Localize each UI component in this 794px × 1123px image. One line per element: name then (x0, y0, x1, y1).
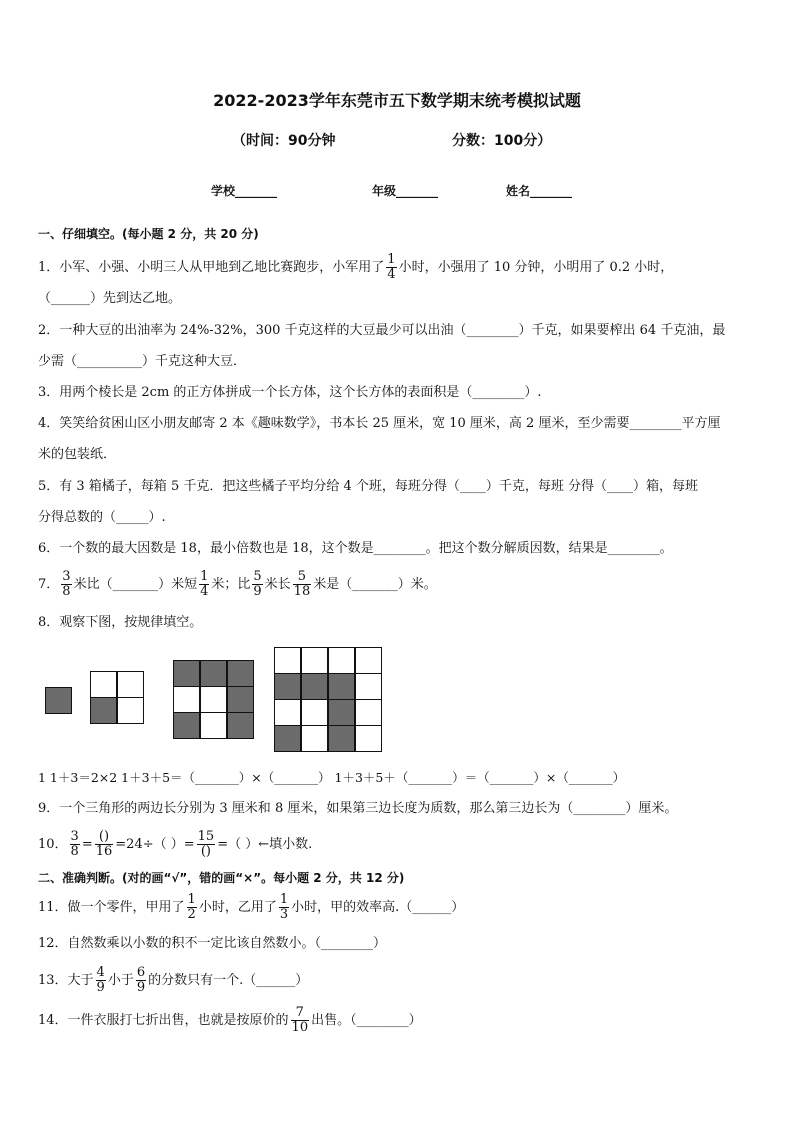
question-3: 3．用两个棱长是 2cm 的正方体拼成一个长方体，这个长方体的表面积是（________）. (38, 385, 542, 400)
question-2-line-1: 2．一种大豆的出油率为 24%-32%，300 千克这样的大豆最少可以出油（________）千克，如果要榨出 64 千克油，最 (38, 323, 726, 338)
question-5-line-2: 分得总数的（_____）. (38, 510, 166, 525)
fraction-7-10: $\frac{7}{10}$ (291, 1005, 309, 1035)
question-14: 14．一件衣服打七折出售，也就是按原价的 $\frac{7}{10}$ 出售。（________） (38, 1005, 422, 1035)
fraction-3-8: $\frac{3}{8}$ (62, 569, 71, 599)
grid-cell-1-0 (90, 697, 117, 724)
grid-cell-0-1 (301, 647, 328, 674)
grid-cell-0-1 (200, 660, 227, 687)
fraction-1-2: $\frac{1}{2}$ (187, 892, 196, 922)
question-7: 7． $\frac{3}{8}$ 米比（_______）米短 $\frac{1}{4}$ 米；比 $\frac{5}{9}$ 米长 $\frac{5}{18}$ 米是（_______）米。 (38, 569, 437, 599)
question-2-line-2: 少需（__________）千克这种大豆． (38, 354, 247, 369)
fraction-1-4: $\frac{1}{4}$ (200, 569, 209, 599)
grid-cell-1-2 (328, 673, 355, 700)
pattern-figure-3 (173, 660, 255, 739)
question-12: 12．自然数乘以小数的积不一定比该自然数小。（________） (38, 936, 387, 951)
grid-cell-2-2 (227, 712, 254, 739)
question-1-line-1: 1．小军、小强、小明三人从甲地到乙地比赛跑步，小军用了 $\frac{1}{4}$ 小时，小强用了 10 分钟，小明用了 0.2 小时， (38, 252, 674, 282)
grid-cell-3-3 (355, 725, 382, 752)
grid-cell-0-0 (274, 647, 301, 674)
grid-cell-2-0 (173, 712, 200, 739)
grid-cell-3-1 (301, 725, 328, 752)
grid-cell-1-3 (355, 673, 382, 700)
section-2-heading: 二、准确判断。(对的画“√”，错的画“×”。每小题 2 分，共 12 分) (38, 871, 405, 885)
question-4-line-1: 4．笑笑给贫困山区小朋友邮寄 2 本《趣味数学》，书本长 25 厘米，宽 10 厘米，高 2 厘米，至少需要________平方厘 (38, 416, 721, 431)
fraction-5-18: $\frac{5}{18}$ (293, 569, 311, 599)
grid-cell-3-0 (274, 725, 301, 752)
question-4-line-2: 米的包装纸． (38, 447, 117, 462)
question-9: 9．一个三角形的两边长分别为 3 厘米和 8 厘米，如果第三边长度为质数，那么第三边长为（________）厘米。 (38, 801, 678, 816)
question-11: 11．做一个零件，甲用了 $\frac{1}{2}$ 小时，乙用了 $\frac{1}{3}$ 小时，甲的效率高.（______） (38, 892, 465, 922)
page-title: 2022-2023学年东莞市五下数学期末统考模拟试题 (213, 91, 581, 110)
exam-score: 分数：100分） (452, 133, 552, 149)
grid-cell-0-2 (328, 647, 355, 674)
fraction-6-9: $\frac{6}{9}$ (136, 965, 146, 995)
school-field[interactable]: 学校_______ (211, 184, 278, 198)
section-1-heading: 一、仔细填空。(每小题 2 分，共 20 分) (38, 227, 259, 241)
question-8: 8．观察下图，按规律填空。 (38, 615, 203, 630)
grid-cell-1-2 (227, 686, 254, 713)
grid-cell-2-3 (355, 699, 382, 726)
fraction-1-3: $\frac{1}{3}$ (279, 892, 289, 922)
fraction-15-blank: $\frac{15}{()}$ (197, 829, 215, 859)
grid-cell-0-1 (117, 671, 144, 698)
grid-cell-0-2 (227, 660, 254, 687)
grid-cell-2-1 (301, 699, 328, 726)
question-6: 6．一个数的最大因数是 18，最小倍数也是 18，这个数是________。把这个数分解质因数，结果是________。 (38, 541, 673, 556)
grid-cell-0-3 (355, 647, 382, 674)
grid-cell-1-1 (117, 697, 144, 724)
grid-cell-0-0 (173, 660, 200, 687)
question-8-equations: 1 1＋3＝2×2 1＋3＋5＝（_______）×（_______） 1＋3＋5＋（_______）＝（_______）×（_______） (38, 770, 626, 785)
fraction-1-4: $\frac{1}{4}$ (387, 252, 396, 282)
fraction-5-9: $\frac{5}{9}$ (253, 569, 262, 599)
exam-time: （时间：90分钟 (232, 133, 336, 149)
grid-cell-1-1 (200, 686, 227, 713)
grid-cell-3-2 (328, 725, 355, 752)
grade-field[interactable]: 年级_______ (372, 184, 439, 198)
name-field[interactable]: 姓名_______ (506, 184, 573, 198)
question-5-line-1: 5．有 3 箱橘子，每箱 5 千克．把这些橘子平均分给 4 个班，每班分得（____）千克，每班 分得（____）箱，每班 (38, 479, 699, 494)
grid-cell-2-2 (328, 699, 355, 726)
grid-cell-0-0 (90, 671, 117, 698)
question-13: 13．大于 $\frac{4}{9}$ 小于 $\frac{6}{9}$ 的分数只有一个.（______） (38, 965, 309, 995)
question-10: 10． $\frac{3}{8}$ = $\frac{()}{16}$ =24÷（ ）= $\frac{15}{()}$ =（ ）←填小数. (38, 829, 313, 859)
grid-cell-1-1 (301, 673, 328, 700)
fraction-3-8: $\frac{3}{8}$ (70, 829, 79, 859)
grid-cell-1-0 (173, 686, 200, 713)
question-1-line-2: （______）先到达乙地。 (38, 291, 182, 306)
grid-cell-1-0 (274, 673, 301, 700)
grid-cell-2-0 (274, 699, 301, 726)
grid-cell-2-1 (200, 712, 227, 739)
fraction-blank-16: $\frac{()}{16}$ (95, 829, 113, 859)
fraction-4-9: $\frac{4}{9}$ (96, 965, 105, 995)
pattern-figure-4 (274, 647, 383, 752)
pattern-figure-1 (45, 687, 73, 714)
pattern-figure-2 (90, 671, 145, 724)
grid-cell-0-0 (45, 687, 72, 714)
